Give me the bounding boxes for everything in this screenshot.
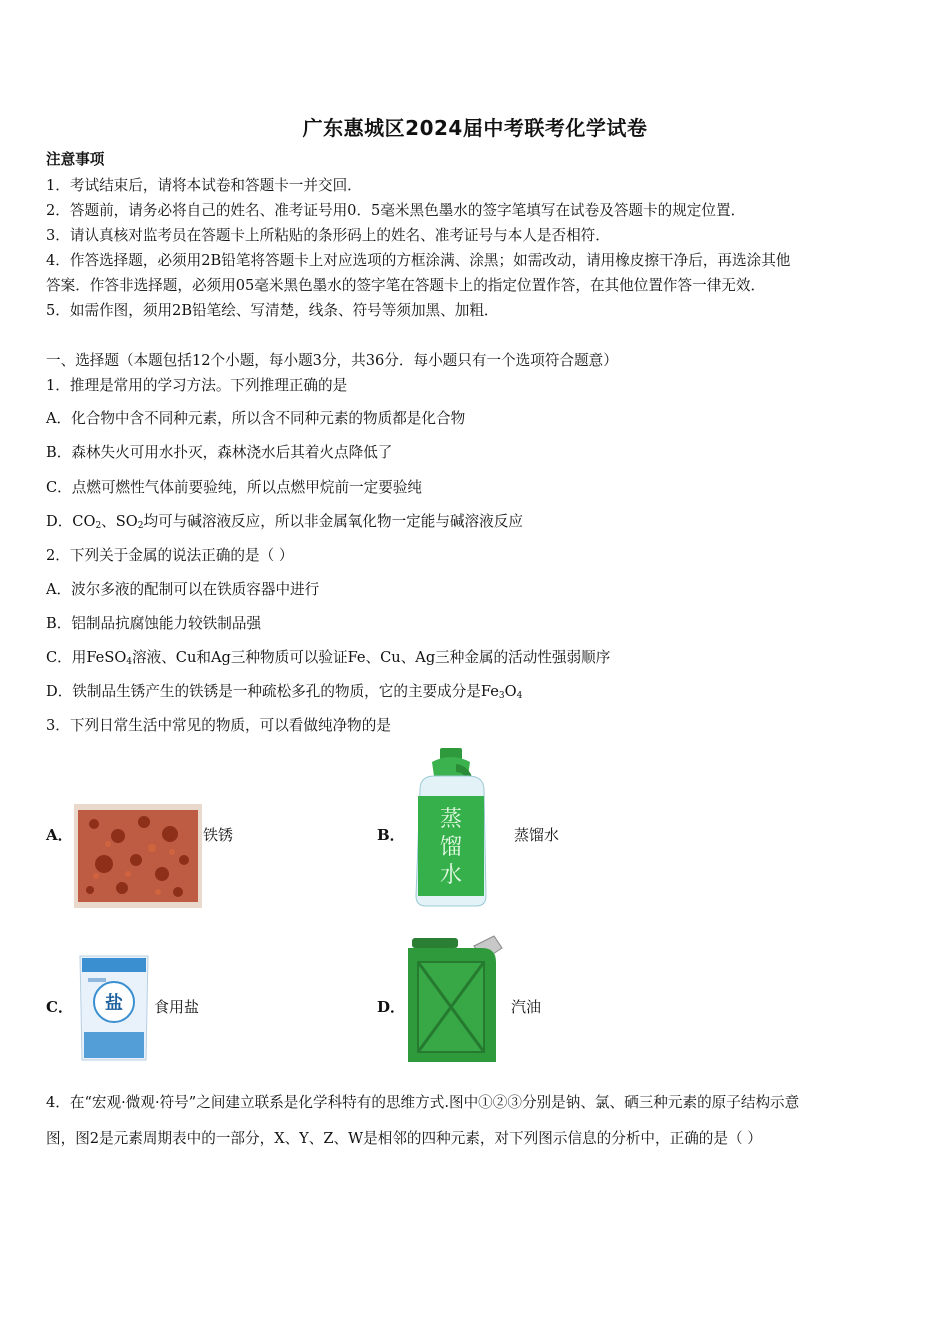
section-heading: 一、选择题（本题包括12个小题，每小题3分，共36分．每小题只有一个选项符合题意） — [46, 352, 618, 369]
question-3-option-a-text: 铁锈 — [203, 826, 234, 844]
notice-item-5: 5．如需作图，须用2B铅笔绘、写清楚，线条、符号等须加黑、加粗． — [46, 302, 499, 319]
salt-label-char: 盐 — [105, 993, 123, 1014]
notice-item-4: 4．作答选择题，必须用2B铅笔将答题卡上对应选项的方框涂满、涂黑；如需改动，请用橡皮擦干净后，再选涂其他 — [46, 252, 791, 269]
question-4-stem-line-1: 4．在“宏观·微观·符号”之间建立联系是化学科特有的思维方式.图中①②③分别是钠、氯、硒三种元素的原子结构示意 — [46, 1094, 800, 1111]
bottle-label-char-2: 馏 — [439, 835, 463, 860]
question-3-option-b-label: B． — [377, 826, 405, 844]
question-4-stem-line-2: 图，图2是元素周期表中的一部分，X、Y、Z、W是相邻的四种元素，对下列图示信息的分析中，正确的是（ ） — [46, 1130, 762, 1147]
question-3-option-c-text: 食用盐 — [154, 998, 200, 1016]
notice-item-1: 1．考试结束后，请将本试卷和答题卡一并交回． — [46, 177, 362, 194]
question-3-option-b-text: 蒸馏水 — [514, 826, 560, 844]
question-2-option-c: C．用FeSO$_4$溶液、Cu和Ag三种物质可以验证Fe、Cu、Ag三种金属的活动性强弱顺序 — [46, 649, 611, 667]
bottle-label-char-3: 水 — [439, 863, 463, 888]
salt-bag-image — [76, 952, 152, 1064]
question-3-option-d-text: 汽油 — [511, 998, 542, 1016]
question-1-stem: 1．推理是常用的学习方法。下列推理正确的是 — [46, 377, 348, 394]
question-2-option-b: B．铝制品抗腐蚀能力较铁制品强 — [46, 615, 262, 632]
notice-heading: 注意事项 — [46, 151, 105, 168]
question-3-option-c-label: C． — [46, 998, 73, 1016]
question-2-option-a: A．波尔多液的配制可以在铁质容器中进行 — [46, 581, 320, 598]
notice-item-3: 3．请认真核对监考员在答题卡上所粘贴的条形码上的姓名、准考证号与本人是否相符． — [46, 227, 610, 244]
question-2-stem: 2．下列关于金属的说法正确的是（ ） — [46, 547, 294, 564]
rust-image — [74, 804, 202, 908]
notice-item-2: 2．答题前，请务必将自己的姓名、准考证号用0．5毫米黑色墨水的签字笔填写在试卷及答题卡的规定位置． — [46, 202, 746, 219]
notice-item-4-cont: 答案．作答非选择题，必须用05毫米黑色墨水的签字笔在答题卡上的指定位置作答，在其他位置作答一律无效． — [46, 277, 766, 294]
gasoline-can-image — [404, 934, 504, 1066]
question-1-option-b: B．森林失火可用水扑灭，森林浇水后其着火点降低了 — [46, 444, 393, 461]
question-3-option-a-label: A． — [46, 826, 73, 844]
question-1-option-a: A．化合物中含不同种元素，所以含不同种元素的物质都是化合物 — [46, 410, 466, 427]
bottle-label-char-1: 蒸 — [439, 807, 463, 832]
distilled-water-bottle-image — [410, 746, 492, 908]
question-3-option-d-label: D． — [377, 998, 406, 1016]
question-1-option-d: D．$CO_2$、$SO_2$均可与碱溶液反应，所以非金属氧化物一定能与碱溶液反应 — [46, 513, 523, 531]
page-title: 广东惠城区2024届中考联考化学试卷 — [302, 116, 648, 140]
question-1-option-c: C．点燃可燃性气体前要验纯，所以点燃甲烷前一定要验纯 — [46, 479, 423, 496]
question-3-stem: 3．下列日常生活中常见的物质，可以看做纯净物的是 — [46, 717, 391, 734]
question-2-option-d: D．铁制品生锈产生的铁锈是一种疏松多孔的物质，它的主要成分是$Fe_3O_4$ — [46, 683, 523, 701]
